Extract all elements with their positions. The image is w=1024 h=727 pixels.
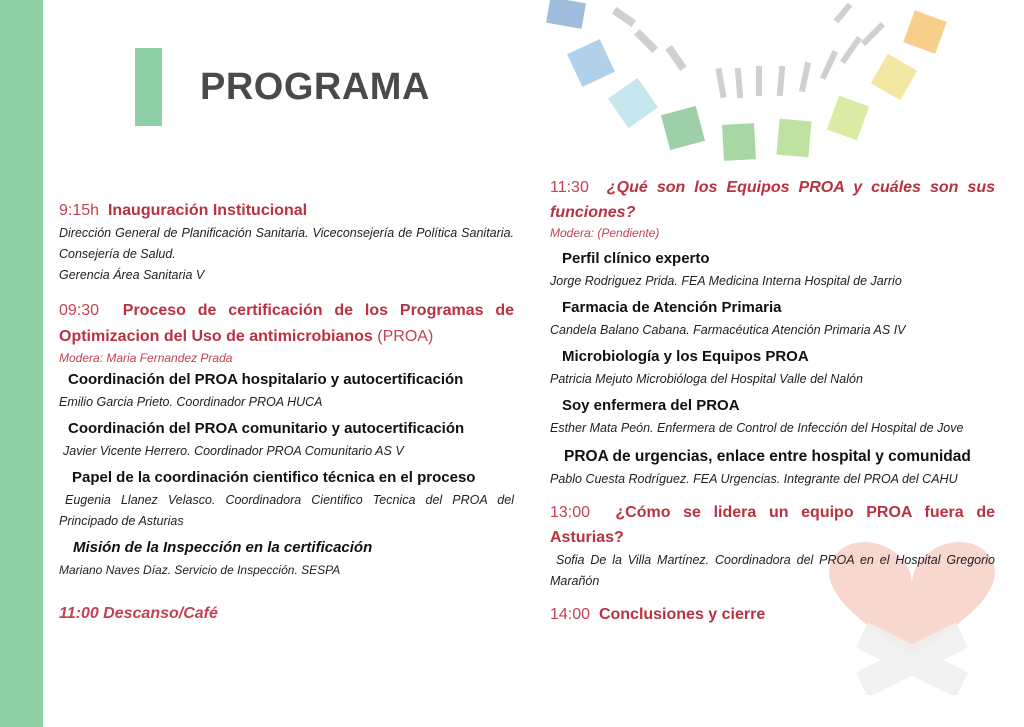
program-right-column [550, 175, 995, 627]
session-time: 13:00 [550, 504, 591, 521]
deco-dash [715, 68, 726, 99]
session-header [59, 298, 514, 350]
session-time: 09:30 [59, 302, 100, 319]
talk-title: Microbiología y los Equipos PROA [562, 348, 809, 365]
deco-dash [735, 68, 744, 98]
deco-tile [546, 0, 586, 29]
session-detail: Dirección General de Planificación Sanitaria. Viceconsejería de Política Sanitaria. Consejería de Salud. [59, 226, 514, 261]
session-title: Conclusiones y cierre [598, 606, 766, 623]
session-title: ¿Qué son los Equipos PROA y cuáles son sus funciones? [550, 179, 996, 221]
talk-speaker: Jorge Rodriguez Prida. FEA Medicina Interna Hospital de Jarrio [550, 274, 902, 288]
deco-tile [608, 78, 658, 128]
talk-speaker: Esther Mata Peón. Enfermera de Control de Infección del Hospital de Jove [550, 421, 964, 435]
deco-tile [567, 39, 615, 87]
talk-speaker: Pablo Cuesta Rodríguez. FEA Urgencias. Integrante del PROA del CAHU [550, 472, 958, 486]
session-header [550, 175, 995, 225]
deco-tile [661, 106, 705, 150]
session-moderator: Modera: (Pendiente) [550, 226, 660, 240]
talk-title: Soy enfermera del PROA [562, 397, 740, 414]
session-time: 9:15h [59, 202, 100, 219]
deco-dash [834, 3, 853, 24]
decorative-tile-arc [540, 0, 1024, 170]
session-title: ¿Cómo se lidera un equipo PROA fuera de Asturias? [550, 504, 995, 546]
session-header [59, 198, 514, 223]
session-title: Proceso de certificación de los Programas de Optimizacion del Uso de antimicrobianos [59, 302, 515, 345]
deco-dash [634, 29, 658, 53]
deco-dash [840, 36, 862, 64]
session-time: 14:00 [550, 606, 591, 623]
talk-speaker: Eugenia Llanez Velasco. Coordinadora Cientifico Tecnica del PROA del Principado de Asturias [59, 493, 514, 528]
talk-title: Perfil clínico experto [562, 250, 710, 267]
deco-dash [777, 66, 786, 96]
session-time: 11:30 [550, 179, 589, 196]
talk-title: Farmacia de Atención Primaria [562, 299, 782, 316]
deco-tile [722, 123, 756, 161]
session-header [550, 500, 995, 550]
talk-title: PROA de urgencias, enlace entre hospital y comunidad [564, 448, 971, 465]
talk-speaker: Patricia Mejuto Microbióloga del Hospital Valle del Nalón [550, 372, 863, 386]
talk-speaker: Candela Balano Cabana. Farmacéutica Atención Primaria AS IV [550, 323, 906, 337]
page-title: PROGRAMA [200, 66, 430, 108]
title-accent-bar [135, 48, 162, 126]
talk-title: Coordinación del PROA comunitario y autocertificación [68, 420, 465, 437]
deco-dash [612, 7, 636, 27]
deco-dash [799, 62, 811, 93]
session-detail: Gerencia Área Sanitaria V [59, 268, 205, 282]
deco-dash [665, 45, 686, 71]
deco-tile [871, 54, 917, 100]
talk-title: Papel de la coordinación cientifico técnica en el proceso [72, 469, 476, 486]
deco-dash [861, 22, 885, 46]
session-title-suffix: (PROA) [377, 328, 434, 345]
talk-speaker: Emilio Garcia Prieto. Coordinador PROA HUCA [59, 395, 323, 409]
coffee-break: 11:00 Descanso/Café [59, 605, 218, 622]
program-left-column [59, 198, 514, 623]
deco-tile [827, 96, 869, 141]
talk-title: Misión de la Inspección en la certificación [73, 539, 373, 556]
session-header [550, 602, 995, 627]
talk-speaker: Javier Vicente Herrero. Coordinador PROA Comunitario AS V [63, 444, 404, 458]
left-accent-band [0, 0, 43, 727]
talk-speaker: Sofia De la Villa Martínez. Coordinadora del PROA en el Hospital Gregorio Marañón [550, 553, 995, 588]
talk-speaker: Mariano Naves Díaz. Servicio de Inspección. SESPA [59, 563, 341, 577]
deco-dash [756, 66, 762, 96]
session-moderator: Modera: Maria Fernandez Prada [59, 351, 233, 365]
session-title: Inauguración Institucional [107, 202, 308, 219]
deco-tile [903, 10, 947, 54]
deco-tile [776, 119, 811, 158]
deco-dash [820, 50, 838, 80]
talk-title: Coordinación del PROA hospitalario y autocertificación [68, 371, 464, 388]
